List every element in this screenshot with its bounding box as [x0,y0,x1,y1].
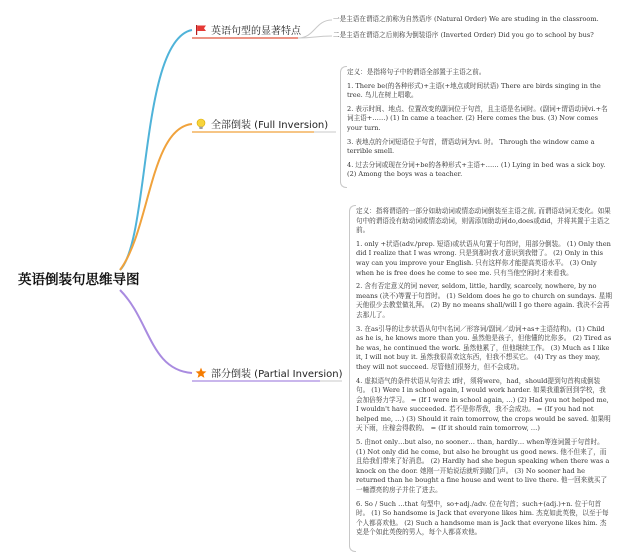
yellow-lightbulb-icon [195,118,207,130]
full-items-list [347,68,609,184]
connector-features [120,30,192,270]
branch-features[interactable] [195,22,301,37]
partial-item: 1. only +状语(adv./prep. 短语)或状语从句置于句首时，用部分倒装。 (1) Only then did I realize that I was wrong. 只是到那时我才意识到我错了。 (2) Only in this way can you improve your English. 只有这样你才能提高英语水平。 (3) Only when he is free does he come to see me. 只有当他空闲时才来看我。 [356,239,611,277]
root-title: 英语倒装句思维导图 [18,272,140,288]
partial-item: 定义：指将谓语的一部分如助动词或情态动词倒装至主语之前, 而谓语动词无变化。如果句中的谓语没有助动词或情态动词，则需添加助动词do,does或did，并将其置于主语之前。 [356,207,611,235]
full-item: 1. There be(的各种形式)+主语(+地点或时间状语) There are birds singing in the tree. 鸟儿在树上唱歌。 [347,81,601,100]
partial-item: 6. So / Such …that 句型中，so+adj./adv. 位在句首；such+(adj.)+n. 位于句首时。 (1) So handsome is Jack that everyone likes him. 杰克如此英俊，以至于每个人都喜欢他。 (2) Such a handsome man is Jack that everyone likes him. 杰克是个如此英俊的男人，每个人都喜欢他。 [356,499,609,537]
full-item: 定义：是指将句子中的谓语全部置于主语之前。 [347,68,486,76]
partial-item: 5. 由not only…but also, no sooner… than, hardly… when等连词置于句首时。 (1) Not only did he come, but also he brought us good news. 他不但来了，而且给我们带来了好消息。 (2) Hardly had she begun speaking when there was a knock on the door. 她刚一开始说话就听到敲门声。 (3) No sooner had he returned than he bought a fine house and went to live there. 他一回来就买了一幢漂亮的房子并住了进去。 [356,438,610,495]
partial-item: 2. 含有否定意义的词 never, seldom, little, hardly, scarcely, nowhere, by no means (决不)等置于句首时。 (1) Seldom does he go to church on sundays. 星期天他很少去教堂做礼拜。 (2) By no means shall/will I go there again. 我决不会再去那儿了。 [356,282,612,319]
partial-item: 3. 在as引导的让步状语从句中(名词／形容词/副词／动词+as+主语结构)。(1) Child as he is, he knows more than you. 虽然他是孩子，但他懂的比你多。 (2) Tired as he was, he continued the work. 虽然他累了，但他继续工作。 (3) Much as I like it, I will not buy it. 虽然我很喜欢这东西，但我不想买它。 (4) Try as they may, they will not succeed. 尽管他们很努力，但不会成功。 [356,324,612,371]
full-item: 3. 表地点的介词短语位于句首，谓语动词为vi. 时。 Through the window came a terrible smell. [347,137,595,156]
branch-partial-inversion[interactable] [195,365,343,380]
branch-full-inversion-label: 全部倒装 (Full Inversion) [211,120,329,131]
branch-partial-inversion-label: 部分倒装 (Partial Inversion) [211,369,343,380]
partial-item: 4. 虚拟语气的条件状语从句省去 if时，须将were，had，should提到句首构成倒装句。 (1) Were I in school again, I would work harder. 如果我重新回到学校，我会加倍努力学习。 = (If I were in school again, …) (2) Had you not helped me, I wouldn't have succeeded. 若不是你帮我，我不会成功。 = (If you had not helped me, …) (3) Should it rain tomorrow, the crops would be saved. 如果明天下雨，庄稼会得救的。 = (If it should rain tomorrow, …) [356,376,611,433]
connector-full-inversion [120,124,192,270]
features-item: 一是主语在谓语之前称为自然语序 (Natural Order) We are studing in the classroom. [333,15,599,23]
partial-items-list [356,207,612,542]
features-item: 二是主语在谓语之后则称为倒装语序 (Inverted Order) Did you go to school by bus? [333,31,594,39]
branch-features-label: 英语句型的显著特点 [211,26,301,37]
branch-full-inversion[interactable] [195,116,328,131]
link-features-items [298,20,332,38]
red-flag-icon [195,24,207,36]
full-item: 2. 表示时间、地点、位置改变的副词位于句首，且主语是名词时。(副词+谓语动词vi.+名词主语+……) (1) In came a teacher. (2) Here comes the bus. (3) Now comes your turn. [347,104,608,132]
connector-partial-inversion [120,290,192,373]
full-items-bracket [340,66,347,188]
orange-star-icon [195,367,207,379]
full-item: 4. 过去分词或现在分词+be的各种形式+主语+…… (1) Lying in bed was a sick boy. (2) Among the boys was a teacher. [347,160,606,179]
partial-items-bracket [349,205,356,552]
